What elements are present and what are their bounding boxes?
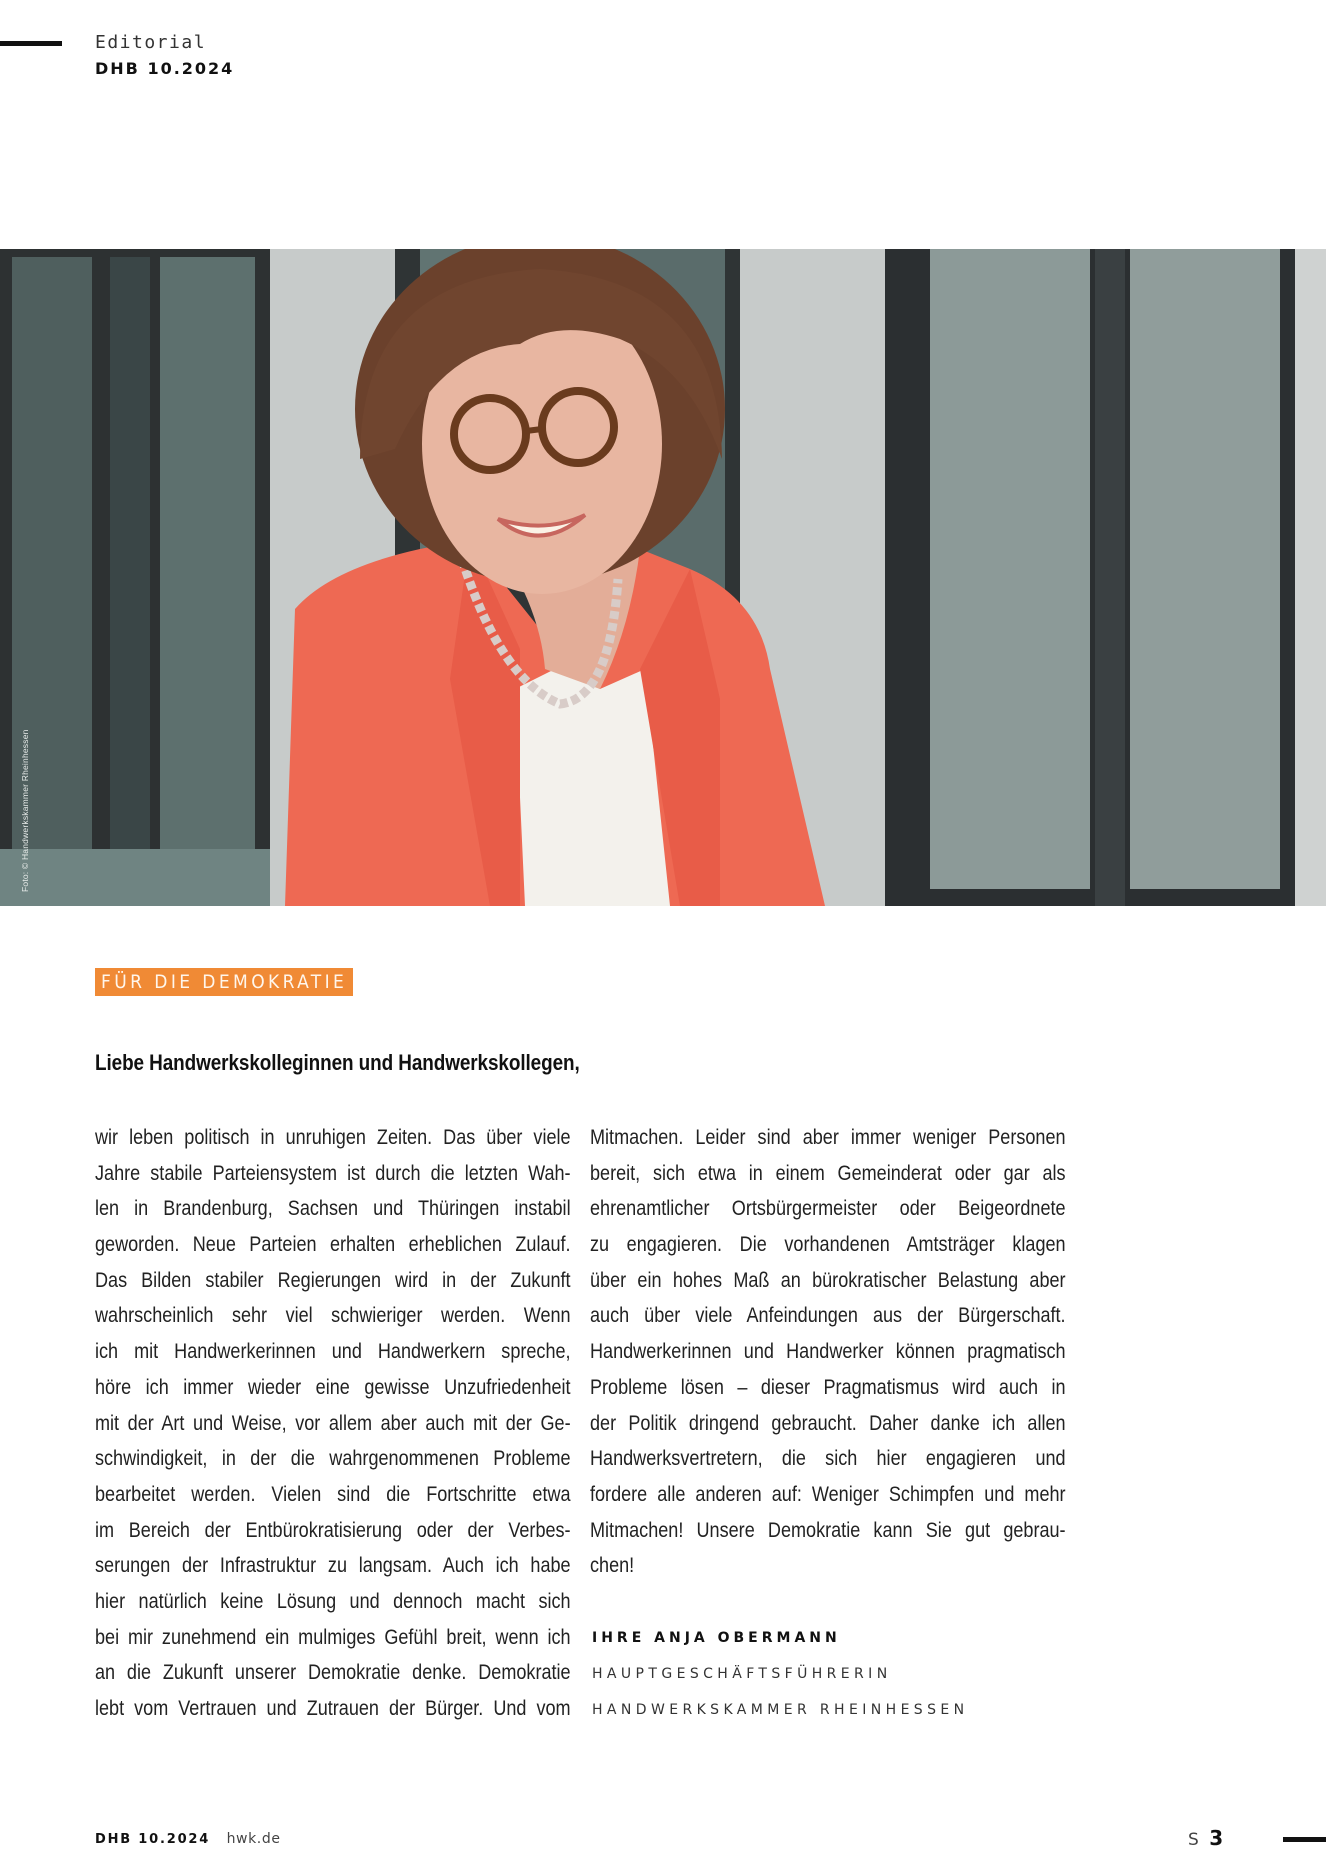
page-number-block bbox=[1188, 1826, 1223, 1850]
body-line: Jahre stabile Parteiensystem ist durch die letzten Wah- bbox=[95, 1161, 571, 1185]
body-line: len in Brandenburg, Sachsen und Thüringen instabil bbox=[95, 1197, 571, 1221]
page-footer bbox=[95, 1830, 281, 1848]
body-line: bearbeitet werden. Vielen sind die Fortschritte etwa bbox=[95, 1482, 571, 1506]
body-line: der Politik dringend gebraucht. Daher danke ich allen bbox=[590, 1411, 1066, 1435]
section-label: Editorial bbox=[95, 32, 207, 53]
body-line: im Bereich der Entbürokratisierung oder der Verbes- bbox=[95, 1518, 571, 1542]
body-column-right bbox=[590, 1120, 1066, 1584]
footer-issue: DHB 10.2024 bbox=[95, 1832, 211, 1847]
body-line: über ein hohes Maß an bürokratischer Belastung aber bbox=[590, 1268, 1066, 1292]
body-line: geworden. Neue Parteien erhalten erheblichen Zulauf. bbox=[95, 1233, 571, 1257]
page-header bbox=[95, 32, 234, 80]
portrait-illustration bbox=[0, 249, 1326, 906]
decorative-rule-top bbox=[0, 41, 62, 46]
signature-organization: HANDWERKSKAMMER RHEINHESSEN bbox=[592, 1702, 969, 1718]
body-line: zu engagieren. Die vorhandenen Amtsträger klagen bbox=[590, 1233, 1066, 1257]
portrait-photo bbox=[0, 249, 1326, 906]
body-line: wahrscheinlich sehr viel schwieriger werden. Wenn bbox=[95, 1304, 571, 1328]
body-line: höre ich immer wieder eine gewisse Unzufriedenheit bbox=[95, 1375, 571, 1399]
body-line: chen! bbox=[590, 1554, 635, 1578]
topic-tag: FÜR DIE DEMOKRATIE bbox=[95, 968, 353, 996]
body-line: auch über viele Anfeindungen aus der Bürgerschaft. bbox=[590, 1304, 1066, 1328]
issue-label: DHB 10.2024 bbox=[95, 59, 235, 78]
body-line: Handwerksvertretern, die sich hier engagieren und bbox=[590, 1447, 1066, 1471]
body-line: Probleme lösen – dieser Pragmatismus wird auch in bbox=[590, 1375, 1066, 1399]
body-column-left bbox=[95, 1120, 571, 1727]
body-line: bei mir zunehmend ein mulmiges Gefühl breit, wenn ich bbox=[95, 1625, 571, 1649]
body-line: lebt vom Vertrauen und Zutrauen der Bürger. Und vom bbox=[95, 1697, 571, 1720]
body-line: serungen der Infrastruktur zu langsam. Auch ich habe bbox=[95, 1554, 571, 1578]
body-line: Das Bilden stabiler Regierungen wird in der Zukunft bbox=[95, 1268, 571, 1292]
body-line: mit der Art und Weise, vor allem aber auch mit der Ge- bbox=[95, 1411, 571, 1435]
body-line: schwindigkeit, in der die wahrgenommenen Probleme bbox=[95, 1447, 571, 1471]
body-line: ich mit Handwerkerinnen und Handwerkern spreche, bbox=[95, 1340, 571, 1364]
footer-website-link[interactable]: hwk.de bbox=[226, 1831, 281, 1847]
signature-block bbox=[592, 1628, 969, 1720]
body-line: Mitmachen. Leider sind aber immer weniger Personen bbox=[590, 1126, 1066, 1149]
photo-credit: Foto: © Handwerkskammer Rheinhessen bbox=[20, 729, 30, 892]
page-prefix: S bbox=[1188, 1830, 1199, 1850]
body-line: an die Zukunft unserer Demokratie denke. Demokratie bbox=[95, 1661, 571, 1685]
body-line: ehrenamtlicher Ortsbürgermeister oder Beigeordnete bbox=[590, 1197, 1066, 1221]
body-line: Handwerkerinnen und Handwerker können pragmatisch bbox=[590, 1340, 1066, 1364]
body-line: fordere alle anderen auf: Weniger Schimpfen und mehr bbox=[590, 1482, 1066, 1506]
decorative-rule-bottom bbox=[1283, 1837, 1326, 1842]
body-line: wir leben politisch in unruhigen Zeiten. Das über viele bbox=[95, 1126, 571, 1149]
page-number: 3 bbox=[1209, 1826, 1224, 1850]
body-line: hier natürlich keine Lösung und dennoch macht sich bbox=[95, 1589, 571, 1613]
salutation: Liebe Handwerkskolleginnen und Handwerkskollegen, bbox=[95, 1050, 580, 1075]
signature-role: HAUPTGESCHÄFTSFÜHRERIN bbox=[592, 1666, 892, 1682]
body-line: bereit, sich etwa in einem Gemeinderat oder gar als bbox=[590, 1161, 1066, 1185]
signature-name: IHRE ANJA OBERMANN bbox=[592, 1630, 841, 1646]
body-line: Mitmachen! Unsere Demokratie kann Sie gut gebrau- bbox=[590, 1518, 1066, 1542]
